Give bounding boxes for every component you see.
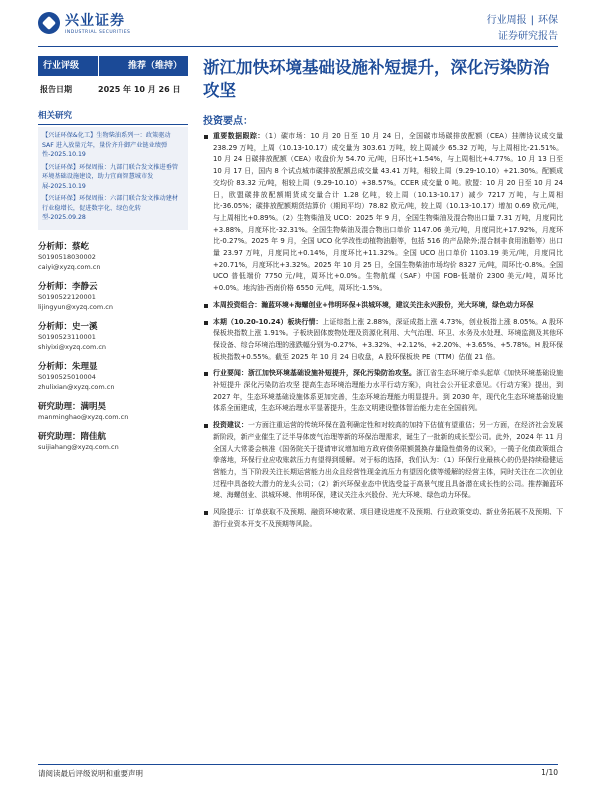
analyst-entry [38, 320, 188, 352]
related-research-item[interactable]: 【兴证环保&化工】生物柴油系列一：政策驱动 SAF 进入放量元年，量价齐升御产业链业绩弹性-2025.10.19 [42, 132, 171, 158]
assistant-name: 研究助理：隋佳航 [38, 431, 107, 442]
assistant-email[interactable]: manminghao@xyzq.com.cn [38, 412, 129, 421]
related-research-title: 相关研究 [38, 109, 188, 125]
analyst-name: 分析师：李静云 [38, 281, 98, 292]
bullet-data-tracking [203, 131, 563, 295]
assistant-name: 研究助理：满明昊 [38, 401, 107, 412]
assistant-email[interactable]: suijiahang@xyzq.com.cn [38, 442, 119, 451]
logo-chinese-name: 兴业证券 [65, 13, 125, 29]
report-date-row [38, 84, 188, 95]
bullet-lead: 本期（10.20-10.24）板块行情： [213, 317, 323, 326]
rating-value: 推荐（维持） [98, 56, 188, 76]
bullet-text: 一方面注重运营的传统环保在盈利确定性和对较高的加持下估值有望重估；另一方面，在经济社会发展新阶段，新产业催生了泛半导体废气治理等新的环保治理需求，诞生了一批新的成长型公司。此外，2024 年 11 月全国人大常委会核准《国务院关于提请审议增加地方政府债务限额置换存量隐性债务的议案》，一揽子化债政策组合拳落地，环保行业应收账款压力有望得到缓解。对于标的选择，我们认为：（1）环保行业最核心的仍是持续稳健运营能力，当下阶段关注长期运营能力出众且经营性现金流压力有望因化债等缓解的经营主体，同时关注在二次创业过程中具备较大潜力的龙头公司；（2）新兴环保业态中优选受益于高景气度且具备潜在成长性的公司。推荐瀚蓝环境、海螺创业、洪城环境、伟明环保，建议关注永兴股份、光大环境、绿色动力环保。 [213, 421, 564, 500]
bullet-lead: 投资建议： [213, 421, 249, 430]
analyst-list [38, 240, 188, 452]
brand-logo [38, 10, 130, 35]
report-date-label: 报告日期 [40, 85, 72, 94]
sidebar [38, 56, 188, 460]
bullet-text: 风险提示：订单获取不及预期、融资环境收紧、项目建设进度不及预期、行业政策变动、新业务拓展不及预期、下游行业资本开支不及预期等风险。 [213, 508, 563, 528]
bullet-text: （1）碳市场：10 月 20 日至 10 月 24 日，全国碳市场碳排放配额（CEA）挂牌协议成交量 238.29 万吨，上周（10.13-10.17）成交量为 303.61 万吨，较上周减少 65.32 万吨，与上周相比-21.51%。10 月 24 日碳排放配额（CEA）收盘价为 54.70 元/吨，日环比+1.54%，与上周相比+4.77%。10 月 13 日至 10 月 17 日，国内 8 个试点城市碳排放配额总成交量 43.41 万吨，相较上周（9.29-10.10）+21.30%。配额成交均价 83.32 元/吨，相较上周（9.29-10.10）+38.57%。CCER 成交量 0 吨。欧盟：10 月 20 日至 10 月 24 日，欧盟碳排放配额期货成交量合计 1.28 亿吨，较上周（10.13-10.17）减少 7217 万吨，与上周相比-36.05%；碳排放配额期货结算价（期间平均）78.82 欧元/吨，较上周（10.13-10.17）增加 0.69 欧元/吨，与上周相比+0.89%。（2）生物柴油及 UCO：2025 年 9 月，全国生物柴油及混合物出口量 7.31 万吨，月度同比+3.88%，月度环比-32.31%。全国生物柴油及混合物出口单价 1147.06 美元/吨，月度同比+17.92%，月度环比-0.27%。2025 年 9 月，全国 UCO 化学改性动植物油脂等，包括 516 的产品除外;混合制非食用油脂等）出口量 23.97 万吨，月度同比+0.14%，月度环比+11.32%。全国 UCO 出口单价 1103.19 美元/吨，月度同比+20.71%，月度环比+3.32%。2025 年 10 月 25 日，全国生物柴油市场均价 8327 元/吨，周环比-0.8%。全国 UCO 普低端价 7750 元/吨，周环比+0.0%。生物航煤（SAF）中国 FOB-低端价 2300 美元/吨，周环比+0.0%。地沟油-西南价格 6550 元/吨，周环比-1.5%。 [213, 132, 564, 293]
analyst-id: S0190523110001 [38, 332, 96, 341]
analyst-entry [38, 360, 188, 392]
bullet-market [203, 317, 563, 364]
rating-label: 行业评级 [38, 56, 98, 76]
rating-bar [38, 56, 188, 76]
report-subtitle: 证券研究报告 [498, 31, 558, 42]
related-research-list [38, 127, 188, 230]
bullet-text: 上证综指上涨 2.88%，深证成指上涨 4.73%，创业板指上涨 8.05%。A 股环保板块指数上涨 1.91%。子板块固体废物处理及资源化利用、大气治理、环卫、水务及水处理、环境监测及其他环保设备、综合环境治理的涨跌幅分别为-0.27%、+3.32%、+2.12%、+2.20%、+3.65%、+5.78%。H 股环保板块指数+0.55%。截至 2025 年 10 月 24 日收盘，A 股环保板块 PE（TTM）估值 21 倍。 [213, 317, 563, 361]
key-points-title: 投资要点： [203, 116, 253, 127]
related-research-item[interactable]: 【兴证环保】环保周报：九部门联合发文推进垂管环境基础设施建设，助力宜商智慧城市发展-2025.10.19 [42, 163, 179, 190]
analyst-name: 分析师：史一溪 [38, 321, 98, 332]
bullet-portfolio [203, 300, 563, 312]
bullet-risk-warning [203, 507, 563, 530]
analyst-email[interactable]: zhulixian@xyzq.com.cn [38, 382, 115, 391]
main-content [203, 56, 563, 536]
bullet-lead: 重要数据跟踪： [213, 132, 265, 140]
footer-disclaimer: 请阅读最后评级说明和重要声明 [38, 769, 143, 778]
analyst-email[interactable]: caiyi@xyzq.com.cn [38, 262, 101, 271]
logo-mark-icon [38, 12, 60, 34]
page-header [0, 0, 600, 48]
bullet-text: 浙江省生态环境厅牵头起草《加快环境基础设施补短提升 深化污染防治攻坚 提高生态环境治理能力水平行动方案》，向社会公开征求意见。《行动方案》提出，到 2027 年，生态环境基础设施体系更加完善，生态环境治理能力明显提升。到 2030 年，现代化生态环境基础设施体系全面建成，生态环境治理水平显著提升，生态文明建设整体智治能力走在全国前列。 [213, 369, 563, 413]
analyst-email[interactable]: lijingyun@xyzq.com.cn [38, 302, 113, 311]
analyst-entry [38, 280, 188, 312]
bullet-lead: 本周投资组合： [213, 300, 262, 309]
report-type-label: 行业周报 [486, 15, 527, 26]
bullet-investment-advice [203, 420, 563, 502]
analyst-name: 分析师：朱理显 [38, 361, 98, 372]
page-number: 1/10 [541, 768, 558, 777]
analyst-name: 分析师：蔡屹 [38, 241, 90, 252]
analyst-id: S0190525010004 [38, 372, 96, 381]
header-divider [38, 46, 558, 47]
analyst-entry [38, 240, 188, 272]
analyst-id: S0190518030002 [38, 252, 96, 261]
bullet-lead: 行业要闻：浙江加快环境基础设施补短提升，深化污染防治攻坚。 [213, 369, 417, 378]
bullet-industry-news [203, 368, 563, 415]
related-research-item[interactable]: 【兴证环保】环保周报：六部门联合发文推动建材行业稳增长，促进数字化、绿色化转型-2025.09.28 [42, 195, 179, 221]
report-date-value: 2025 年 10 月 26 日 [98, 85, 181, 94]
research-assistant-entry [38, 400, 188, 422]
analyst-email[interactable]: shiyixi@xyzq.com.cn [38, 342, 107, 351]
report-title: 浙江加快环境基础设施补短提升，深化污染防治攻坚 [203, 58, 550, 100]
bullet-text: 瀚蓝环境+海螺创业+伟明环保+洪城环境，建议关注永兴股份，光大环境，绿色动力环保 [261, 300, 534, 309]
logo-english-name: INDUSTRIAL SECURITIES [65, 30, 131, 35]
report-category: 行业周报 | 环保 [486, 15, 558, 26]
research-assistant-entry [38, 430, 188, 452]
industry-label: 环保 [538, 15, 558, 26]
analyst-id: S0190522120001 [38, 292, 96, 301]
footer-divider [38, 764, 558, 765]
